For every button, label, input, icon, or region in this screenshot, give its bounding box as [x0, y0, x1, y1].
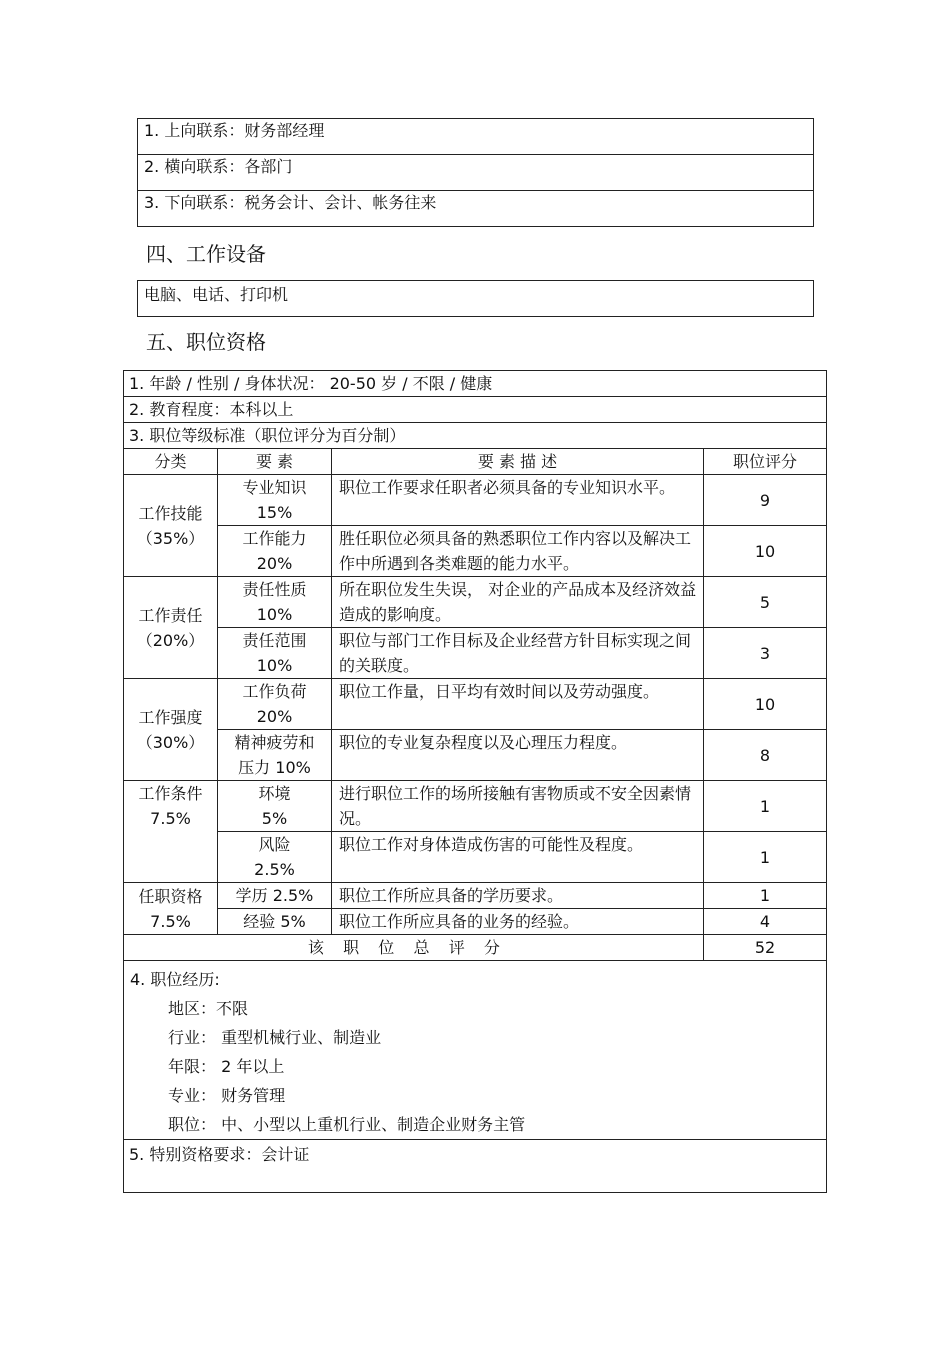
element-name: 环境 [258, 784, 291, 803]
category-name: 工作条件 [138, 784, 203, 803]
job-history [124, 961, 827, 1140]
history-region: 地区：不限 [168, 999, 249, 1018]
category-cell [124, 781, 218, 883]
contact-upward: 1. 上向联系：财务部经理 [138, 119, 814, 155]
element-weight: 2.5% [254, 860, 295, 879]
element-cell [218, 526, 332, 577]
element-name: 责任性质 [242, 580, 307, 599]
total-score: 52 [704, 935, 827, 961]
element-description: 职位工作要求任职者必须具备的专业知识水平。 [332, 475, 704, 526]
element-name: 学历 2.5% [218, 883, 332, 909]
element-description: 职位工作所应具备的业务的经验。 [332, 909, 704, 935]
element-name: 风险 [258, 835, 291, 854]
element-score: 1 [704, 781, 827, 832]
element-weight: 20% [256, 554, 293, 573]
element-description: 职位工作对身体造成伤害的可能性及程度。 [332, 832, 704, 883]
element-cell [218, 475, 332, 526]
education: 2. 教育程度：本科以上 [124, 397, 827, 423]
category-name: 工作强度 [138, 707, 203, 727]
header-element: 要 素 [218, 449, 332, 475]
element-score: 8 [704, 730, 827, 781]
element-description: 职位工作所应具备的学历要求。 [332, 883, 704, 909]
contacts-table [137, 118, 814, 227]
category-cell [124, 883, 218, 935]
element-score: 5 [704, 577, 827, 628]
element-cell [218, 577, 332, 628]
element-name: 工作能力 [242, 529, 307, 548]
section-equipment-title: 四、工作设备 [146, 242, 266, 266]
category-cell [124, 475, 218, 577]
category-name: 工作责任 [138, 605, 203, 625]
element-score: 10 [704, 679, 827, 730]
element-weight: 10% [256, 605, 293, 624]
contact-downward: 3. 下向联系：税务会计、会计、帐务往来 [138, 191, 814, 227]
category-name: 工作技能 [138, 503, 203, 523]
element-name: 经验 5% [218, 909, 332, 935]
element-cell [218, 679, 332, 730]
category-cell [124, 679, 218, 781]
history-industry: 行业： 重型机械行业、制造业 [168, 1028, 382, 1047]
element-score: 9 [704, 475, 827, 526]
element-name: 责任范围 [242, 631, 307, 650]
qualification-table [123, 370, 827, 1193]
history-major: 专业： 财务管理 [168, 1086, 286, 1105]
category-weight: 7.5% [150, 911, 191, 931]
element-weight: 10% [256, 656, 293, 675]
header-description: 要 素 描 述 [332, 449, 704, 475]
element-name: 工作负荷 [242, 682, 307, 701]
category-weight: （20%） [136, 630, 205, 650]
element-weight: 压力 10% [238, 758, 311, 777]
category-weight: （30%） [136, 732, 205, 752]
element-weight: 20% [256, 707, 293, 726]
element-score: 1 [704, 883, 827, 909]
element-score: 1 [704, 832, 827, 883]
history-position: 职位： 中、小型以上重机行业、制造企业财务主管 [168, 1115, 526, 1134]
element-description: 职位与部门工作目标及企业经营方针目标实现之间的关联度。 [332, 628, 704, 679]
element-description: 所在职位发生失误， 对企业的产品成本及经济效益造成的影响度。 [332, 577, 704, 628]
element-score: 4 [704, 909, 827, 935]
special-requirement: 5. 特别资格要求：会计证 [124, 1140, 827, 1193]
element-description: 进行职位工作的场所接触有害物质或不安全因素情况。 [332, 781, 704, 832]
history-title: 4. 职位经历: [130, 970, 220, 989]
element-weight: 5% [261, 809, 288, 828]
element-cell [218, 628, 332, 679]
category-cell [124, 577, 218, 679]
element-cell [218, 832, 332, 883]
element-score: 10 [704, 526, 827, 577]
contact-lateral: 2. 横向联系：各部门 [138, 155, 814, 191]
element-description: 职位的专业复杂程度以及心理压力程度。 [332, 730, 704, 781]
history-years: 年限： 2 年以上 [168, 1057, 285, 1076]
element-name: 精神疲劳和 [234, 733, 315, 752]
element-weight: 15% [256, 503, 293, 522]
element-cell [218, 781, 332, 832]
category-name: 任职资格 [138, 886, 203, 906]
category-weight: 7.5% [150, 809, 191, 828]
element-description: 职位工作量，日平均有效时间以及劳动强度。 [332, 679, 704, 730]
equipment-box: 电脑、电话、打印机 [137, 280, 814, 317]
header-category: 分类 [124, 449, 218, 475]
element-name: 专业知识 [242, 478, 307, 497]
category-weight: （35%） [136, 528, 205, 548]
section-qualification-title: 五、职位资格 [146, 330, 266, 354]
header-score: 职位评分 [704, 449, 827, 475]
element-description: 胜任职位必须具备的熟悉职位工作内容以及解决工作中所遇到各类难题的能力水平。 [332, 526, 704, 577]
grade-standard: 3. 职位等级标准（职位评分为百分制） [124, 423, 827, 449]
element-score: 3 [704, 628, 827, 679]
total-label: 该职位总评分 [124, 935, 704, 961]
element-cell [218, 730, 332, 781]
age-gender-health: 1. 年龄 / 性别 / 身体状况： 20-50 岁 / 不限 / 健康 [124, 371, 827, 397]
